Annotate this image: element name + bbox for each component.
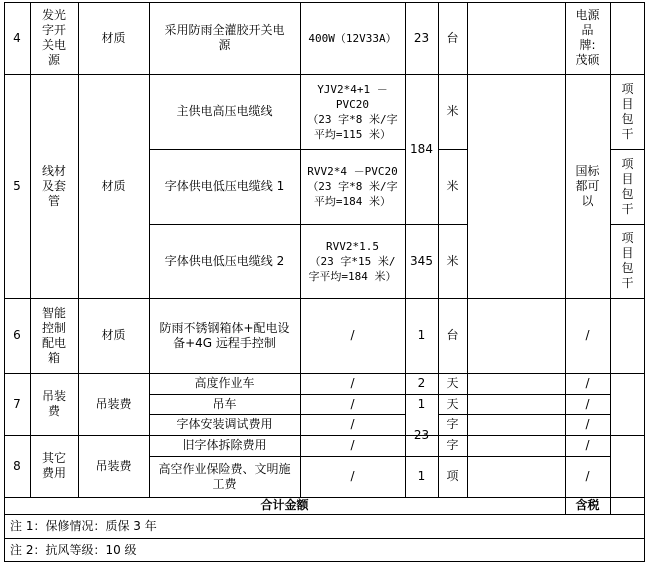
row6-brand: /	[585, 328, 590, 342]
row7-sub1-name: 高度作业车	[194, 376, 255, 390]
row4-spec: 400W（12V33A）	[308, 31, 397, 45]
total-amount-label: 合计金额	[260, 498, 309, 512]
row5-sub2-unit: 米	[446, 179, 459, 193]
row5-sub3-note: 项 目 包 干	[621, 231, 634, 290]
row5-sub3-qty: 345	[410, 253, 433, 268]
row7-sub3-name: 字体安装调试费用	[176, 417, 273, 431]
row5-shared-qty: 184	[410, 141, 433, 156]
row6-category: 材质	[101, 328, 126, 342]
note-2: 注 2：抗风等级：10 级	[10, 542, 137, 557]
note-1: 注 1：保修情况：质保 3 年	[10, 518, 157, 533]
row8-sub2-spec: /	[350, 469, 355, 483]
row4-unit: 台	[446, 30, 459, 45]
row4-qty: 23	[413, 30, 430, 45]
row6-spec: /	[350, 328, 355, 342]
row7-sub1-spec: /	[350, 376, 355, 390]
row4-name: 采用防雨全灌胶开关电 源	[164, 23, 285, 52]
row5-sub2-name: 字体供电低压电缆线 1	[164, 179, 285, 193]
row5-sub1-spec: YJV2*4+1 － PVC20 （23 字*8 米/字 平均=115 米）	[307, 82, 398, 141]
row5-sub2-spec: RVV2*4 －PVC20 （23 字*8 米/字 平均=184 米）	[307, 165, 398, 208]
quotation-table	[4, 2, 645, 562]
row6-name: 防雨不锈钢箱体+配电设 备+4G 远程手控制	[159, 320, 290, 350]
row7-sub2-qty: 1	[417, 396, 426, 411]
row6-unit: 台	[446, 328, 459, 342]
row7-sub1-unit: 天	[446, 376, 459, 390]
row4-category: 材质	[101, 30, 126, 45]
row8-sub1-spec: /	[350, 438, 355, 452]
row5-brand: 国标 都可 以	[575, 163, 600, 208]
row8-category: 吊装费	[95, 458, 132, 473]
row5-no: 5	[13, 178, 21, 193]
row5-sub3-name: 字体供电低压电缆线 2	[164, 253, 285, 268]
row8-sub2-brand: /	[585, 469, 590, 483]
row8-sub2-qty: 1	[417, 469, 426, 483]
row8-sub1-brand: /	[585, 438, 590, 452]
row7-sub3-brand: /	[585, 417, 590, 431]
row5-sub3-spec: RVV2*1.5 （23 字*15 米/ 字平均=184 米）	[308, 239, 397, 283]
install-remove-shared-qty: 23	[413, 427, 430, 442]
row8-sub1-name: 旧字体拆除费用	[182, 438, 267, 452]
row5-sub3-unit: 米	[446, 253, 459, 268]
row7-category: 吊装费	[95, 396, 132, 411]
row7-sub2-name: 吊车	[212, 396, 237, 411]
row5-sub1-note: 项 目 包 干	[621, 81, 634, 141]
row7-sub1-brand: /	[585, 376, 590, 390]
row7-item: 吊装 费	[41, 389, 66, 418]
tax-included-label: 含税	[575, 498, 600, 512]
row7-no: 7	[13, 396, 21, 411]
row4-brand: 电源 品 牌: 茂硕	[575, 8, 600, 67]
row6-item: 智能 控制 配电 箱	[41, 305, 66, 365]
row5-sub2-note: 项 目 包 干	[621, 156, 634, 216]
row8-sub2-unit: 项	[446, 469, 459, 483]
row7-sub2-brand: /	[585, 396, 590, 411]
row4-no: 4	[13, 30, 21, 45]
row5-item: 线材 及套 管	[41, 163, 66, 208]
row5-category: 材质	[101, 178, 126, 193]
row6-qty: 1	[417, 328, 426, 342]
row7-sub2-unit: 天	[446, 396, 459, 411]
row7-sub2-spec: /	[350, 396, 355, 411]
row8-no: 8	[13, 458, 21, 473]
row7-sub3-unit: 字	[446, 417, 459, 431]
row8-item: 其它 费用	[41, 451, 66, 480]
row7-sub3-spec: /	[350, 417, 355, 431]
row4-item: 发光 字开 关电 源	[41, 8, 66, 67]
row6-no: 6	[13, 328, 21, 342]
row5-sub1-unit: 米	[446, 104, 459, 118]
row8-sub1-unit: 字	[446, 438, 459, 452]
row7-sub1-qty: 2	[417, 376, 426, 390]
row8-sub2-name: 高空作业保险费、文明施 工费	[158, 461, 291, 491]
row5-sub1-name: 主供电高压电缆线	[176, 104, 273, 118]
